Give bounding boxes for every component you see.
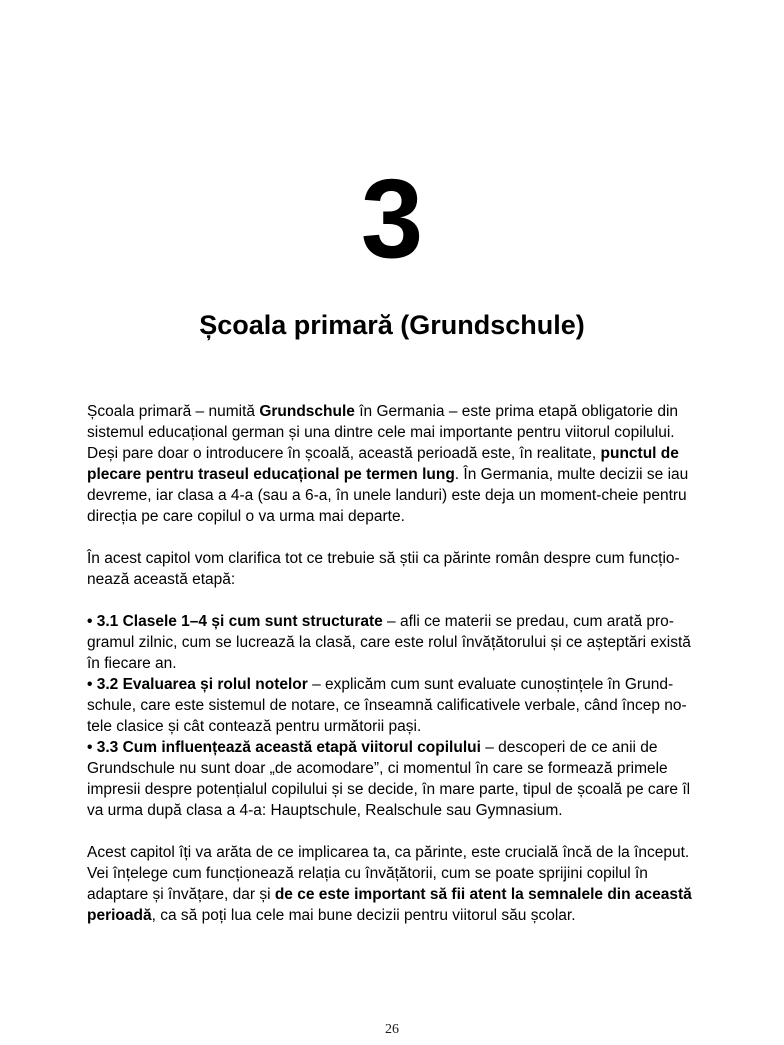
text-run: – afli ce materii se predau, cum arată programul zilnic, cum se lucrează la clasă, care este rolul învățătorului și ce așteptări există în fiecare an. xyxy=(87,613,691,672)
paragraph xyxy=(87,611,701,674)
paragraph xyxy=(87,548,701,590)
bold-text-run: Grundschule xyxy=(259,403,355,420)
text-run: Acest capitol îți va arăta de ce implicarea ta, ca părinte, este crucială încă de la început. Vei înțelege cum funcționează relația cu învățătorii, cum se poate sprijini copilul în adaptare și învățare, dar și xyxy=(87,844,690,903)
paragraph xyxy=(87,674,701,737)
text-run: – descoperi de ce anii de Grundschule nu sunt doar „de acomodare”, ci momentul în care se formează primele impresii despre potențialul copilului și se decide, în mare parte, tipul de școală pe care îl va urma după clasa a 4-a: Hauptschule, Realschule sau Gymnasium. xyxy=(87,739,691,819)
bold-text-run: • 3.3 Cum influențează această etapă viitorul copilului xyxy=(87,739,481,756)
bold-text-run: • 3.1 Clasele 1–4 și cum sunt structurate xyxy=(87,613,383,630)
text-run: Școala primară – numită xyxy=(87,403,260,420)
bold-text-run: de ce este important să fii atent la semnalele din această perioadă xyxy=(87,886,692,924)
bold-text-run: • 3.2 Evaluarea și rolul notelor xyxy=(87,676,308,693)
paragraph xyxy=(87,842,701,926)
paragraph xyxy=(87,401,701,527)
text-run: – explicăm cum sunt evaluate cunoștințele în Grundschule, care este sistemul de notare, ce înseamnă calificativele verbale, când încep notele clasice și cât contează pentru următorii pași. xyxy=(87,676,687,735)
bold-text-run: punctul de plecare pentru traseul educațional pe termen lung xyxy=(87,445,679,483)
page-title: Școala primară (Grundschule) xyxy=(199,310,585,340)
text-run: în Germania – este prima etapă obligatorie din sistemul educațional german și una dintre cele mai importante pentru viitorul copilului. Deși pare doar o introducere în școală, această perioadă este, în realitate, xyxy=(87,403,679,462)
page-number: 26 xyxy=(385,1022,399,1037)
text-run: În acest capitol vom clarifica tot ce trebuie să știi ca părinte român despre cum funcționează această etapă: xyxy=(87,550,680,588)
text-run: . În Germania, multe decizii se iau devreme, iar clasa a 4-a (sau a 6-a, în unele landuri) este deja un moment-cheie pentru direcția pe care copilul o va urma mai departe. xyxy=(87,466,689,525)
text-run: , ca să poți lua cele mai bune decizii pentru viitorul său școlar. xyxy=(151,907,576,924)
body-text xyxy=(87,401,701,926)
chapter-number: 3 xyxy=(360,156,424,281)
paragraph xyxy=(87,737,701,821)
